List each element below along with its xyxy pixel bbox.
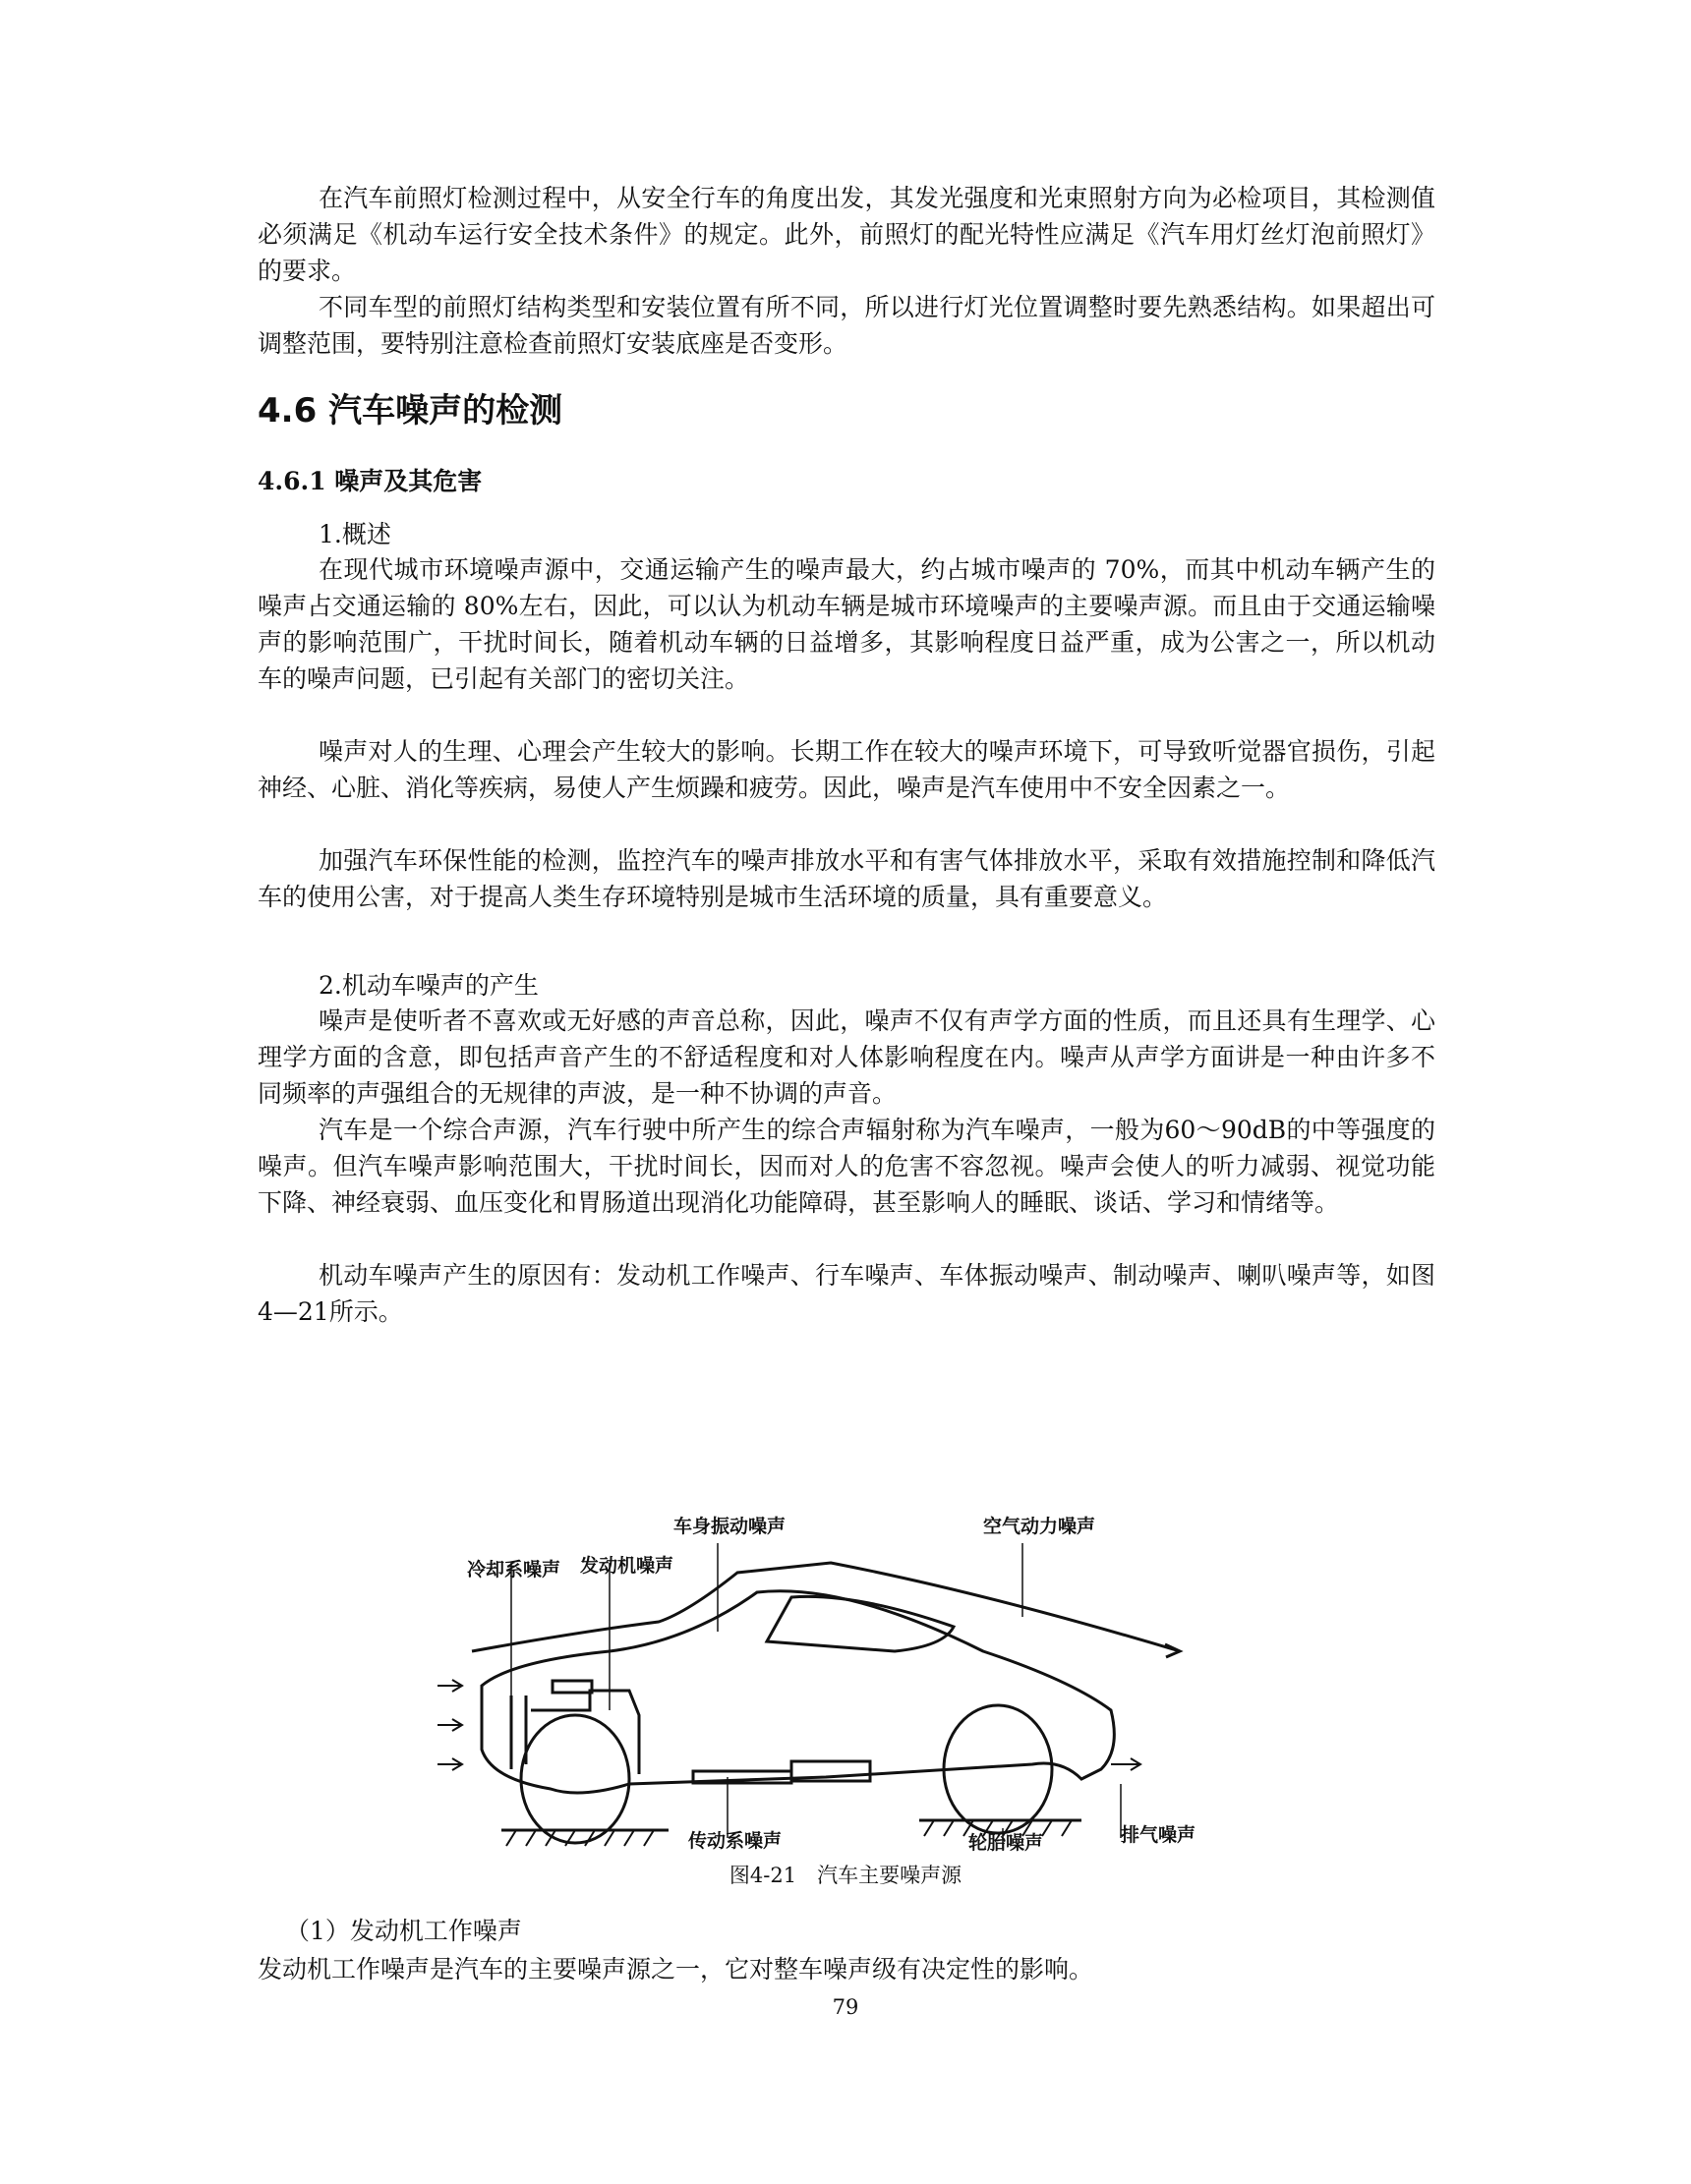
part2-paragraph-2: 汽车是一个综合声源，汽车行驶中所产生的综合声辐射称为汽车噪声，一般为60～90dB的中等强度的噪声。但汽车噪声影响范围大，干扰时间长，因而对人的危害不容忽视。噪声会使人的听力减弱、视觉功能下降、神经衰弱、血压变化和胃肠道出现消化功能障碍，甚至影响人的睡眠、谈话、学习和情绪等。: [258, 1116, 1435, 1217]
label-body-vibration: 车身振动噪声: [673, 1516, 787, 1537]
label-drivetrain: 传动系噪声: [688, 1830, 783, 1852]
engine-parts: [511, 1691, 639, 1774]
subsection1-title: （1）发动机工作噪声: [285, 1917, 522, 1945]
label-engine: 发动机噪声: [580, 1555, 674, 1577]
label-exhaust: 排气噪声: [1121, 1824, 1196, 1846]
label-tire: 轮胎噪声: [968, 1832, 1044, 1854]
subsection-title: 4.6.1 噪声及其危害: [258, 467, 483, 495]
front-wheel: [521, 1715, 629, 1843]
intro-paragraph-1: 在汽车前照灯检测过程中，从安全行车的角度出发，其发光强度和光束照射方向为必检项目，其检测值必须满足《机动车运行安全技术条件》的规定。此外，前照灯的配光特性应满足《汽车用灯丝灯泡前照灯》的要求。: [258, 184, 1435, 285]
label-cooling: 冷却系噪声: [467, 1559, 561, 1581]
part1-title: 1.概述: [319, 520, 391, 548]
page-number: 79: [832, 1995, 859, 2019]
section-title: 4.6 汽车噪声的检测: [258, 391, 563, 431]
airflow-line: [472, 1563, 1180, 1651]
figure-caption: 图4-21 汽车主要噪声源: [729, 1864, 962, 1887]
part2-paragraph-3: 机动车噪声产生的原因有：发动机工作噪声、行车噪声、车体振动噪声、制动噪声、喇叭噪声等，如图4—21所示。: [258, 1261, 1435, 1326]
engine-block: [553, 1681, 592, 1693]
exhaust-arrow: [1111, 1758, 1140, 1770]
label-aerodynamic: 空气动力噪声: [983, 1516, 1096, 1537]
part1-paragraph-2: 噪声对人的生理、心理会产生较大的影响。长期工作在较大的噪声环境下，可导致听觉器官损伤，引起神经、心脏、消化等疾病，易使人产生烦躁和疲劳。因此，噪声是汽车使用中不安全因素之一。: [258, 737, 1435, 802]
leader-lines: [511, 1543, 1121, 1848]
subsection1-text: 发动机工作噪声是汽车的主要噪声源之一，它对整车噪声级有决定性的影响。: [258, 1955, 1094, 1983]
part2-paragraph-1: 噪声是使听者不喜欢或无好感的声音总称，因此，噪声不仅有声学方面的性质，而且还具有生理学、心理学方面的含意，即包括声音产生的不舒适程度和对人体影响程度在内。噪声从声学方面讲是一种由许多不同频率的声强组合的无规律的声波，是一种不协调的声音。: [258, 1006, 1435, 1108]
intake-arrows: [437, 1680, 462, 1770]
part2-title: 2.机动车噪声的产生: [319, 971, 539, 1000]
intro-paragraph-2: 不同车型的前照灯结构类型和安装位置有所不同，所以进行灯光位置调整时要先熟悉结构。如果超出可调整范围，要特别注意检查前照灯安装底座是否变形。: [258, 293, 1435, 358]
car-noise-figure: [433, 1514, 1278, 1854]
part1-paragraph-1: 在现代城市环境噪声源中，交通运输产生的噪声最大，约占城市噪声的 70%，而其中机动车辆产生的噪声占交通运输的 80%左右，因此，可以认为机动车辆是城市环境噪声的主要噪声源。而且由于交通运输噪声的影响范围广，干扰时间长，随着机动车辆的日益增多，其影响程度日益严重，成为公害之一，所以机动车的噪声问题，已引起有关部门的密切关注。: [258, 555, 1435, 693]
airflow-arrow: [1165, 1644, 1180, 1657]
part1-paragraph-3: 加强汽车环保性能的检测，监控汽车的噪声排放水平和有害气体排放水平，采取有效措施控制和降低汽车的使用公害，对于提高人类生存环境特别是城市生活环境的质量，具有重要意义。: [258, 846, 1435, 911]
